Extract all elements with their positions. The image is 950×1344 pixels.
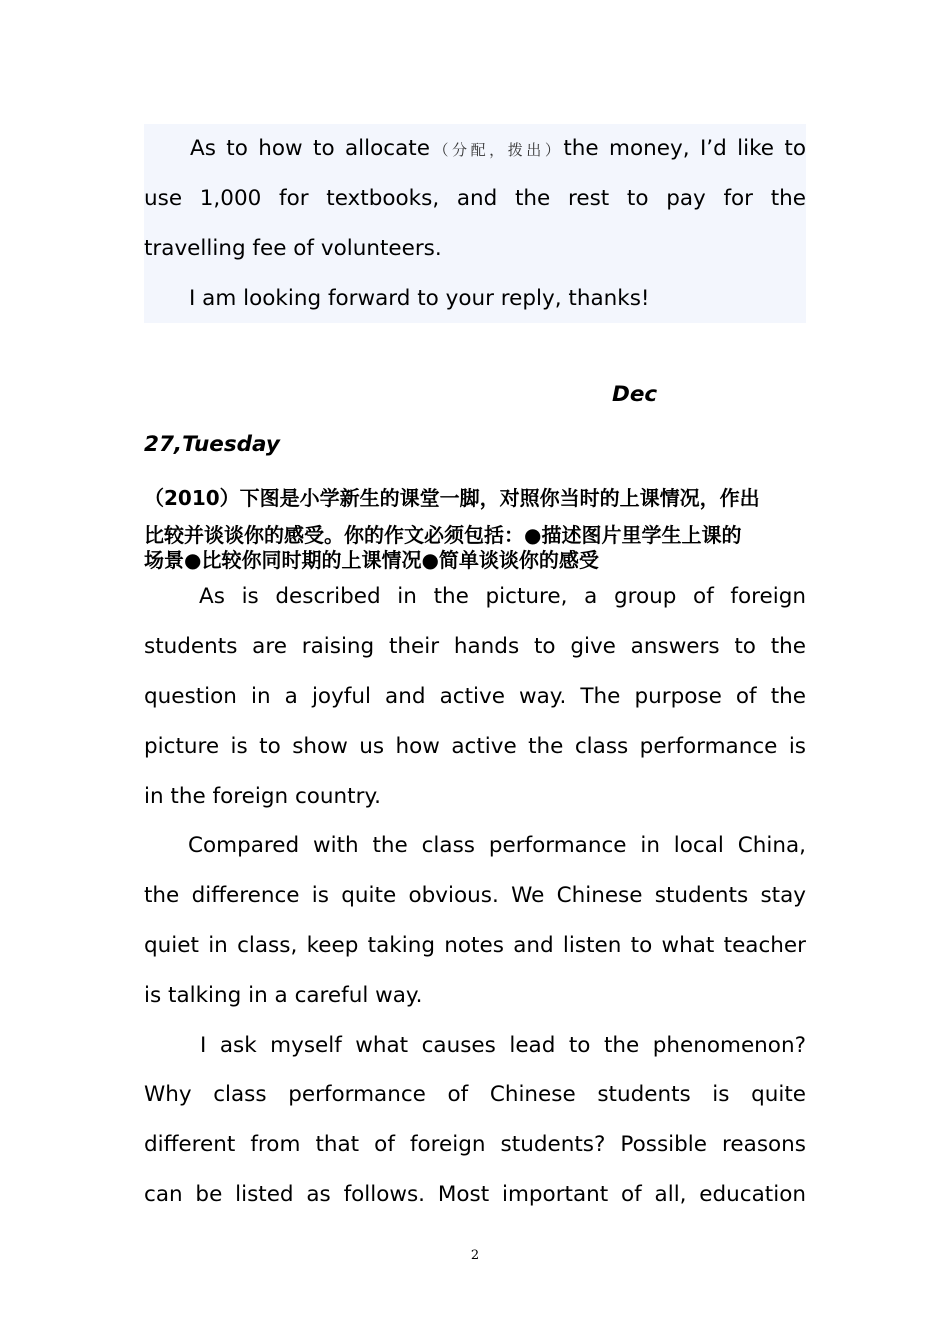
essay-line: in the foreign country. <box>144 784 381 809</box>
essay-line: question in a joyful and active way. The purpose of the <box>144 684 806 709</box>
letter-paragraph-line: travelling fee of volunteers. <box>144 236 442 261</box>
letter-paragraph-line: As to how to allocate（分配，拨出）the money, I’d like to <box>190 136 806 161</box>
date-heading-day: 27,Tuesday <box>144 432 280 457</box>
essay-line: is talking in a careful way. <box>144 983 423 1008</box>
page-number: 2 <box>470 1248 480 1263</box>
essay-line: students are raising their hands to give answers to the <box>144 634 806 659</box>
essay-line: quiet in class, keep taking notes and listen to what teacher <box>144 933 806 958</box>
essay-line: As is described in the picture, a group of foreign <box>199 584 806 609</box>
essay-line: I ask myself what causes lead to the phenomenon? <box>200 1033 806 1058</box>
letter-paragraph-line: use 1,000 for textbooks, and the rest to pay for the <box>144 186 806 211</box>
essay-line: picture is to show us how active the class performance is <box>144 734 806 759</box>
essay-line: Compared with the class performance in local China, <box>188 833 806 858</box>
essay-line: can be listed as follows. Most important of all, education <box>144 1182 806 1207</box>
essay-line: different from that of foreign students? Possible reasons <box>144 1132 806 1157</box>
chinese-gloss: （分配，拨出） <box>429 141 564 159</box>
date-heading-month: Dec <box>612 382 658 407</box>
task-prompt-line: 比较并谈谈你的感受。你的作文必须包括：●描述图片里学生上课的 <box>144 523 742 547</box>
essay-line: the difference is quite obvious. We Chinese students stay <box>144 883 806 908</box>
essay-line: Why class performance of Chinese students is quite <box>144 1082 806 1107</box>
task-prompt-line: （2010）下图是小学新生的课堂一脚，对照你当时的上课情况，作出 <box>144 486 760 510</box>
task-prompt-line: 场景●比较你同时期的上课情况●简单谈谈你的感受 <box>144 548 599 572</box>
letter-closing-line: I am looking forward to your reply, thanks! <box>189 286 650 311</box>
